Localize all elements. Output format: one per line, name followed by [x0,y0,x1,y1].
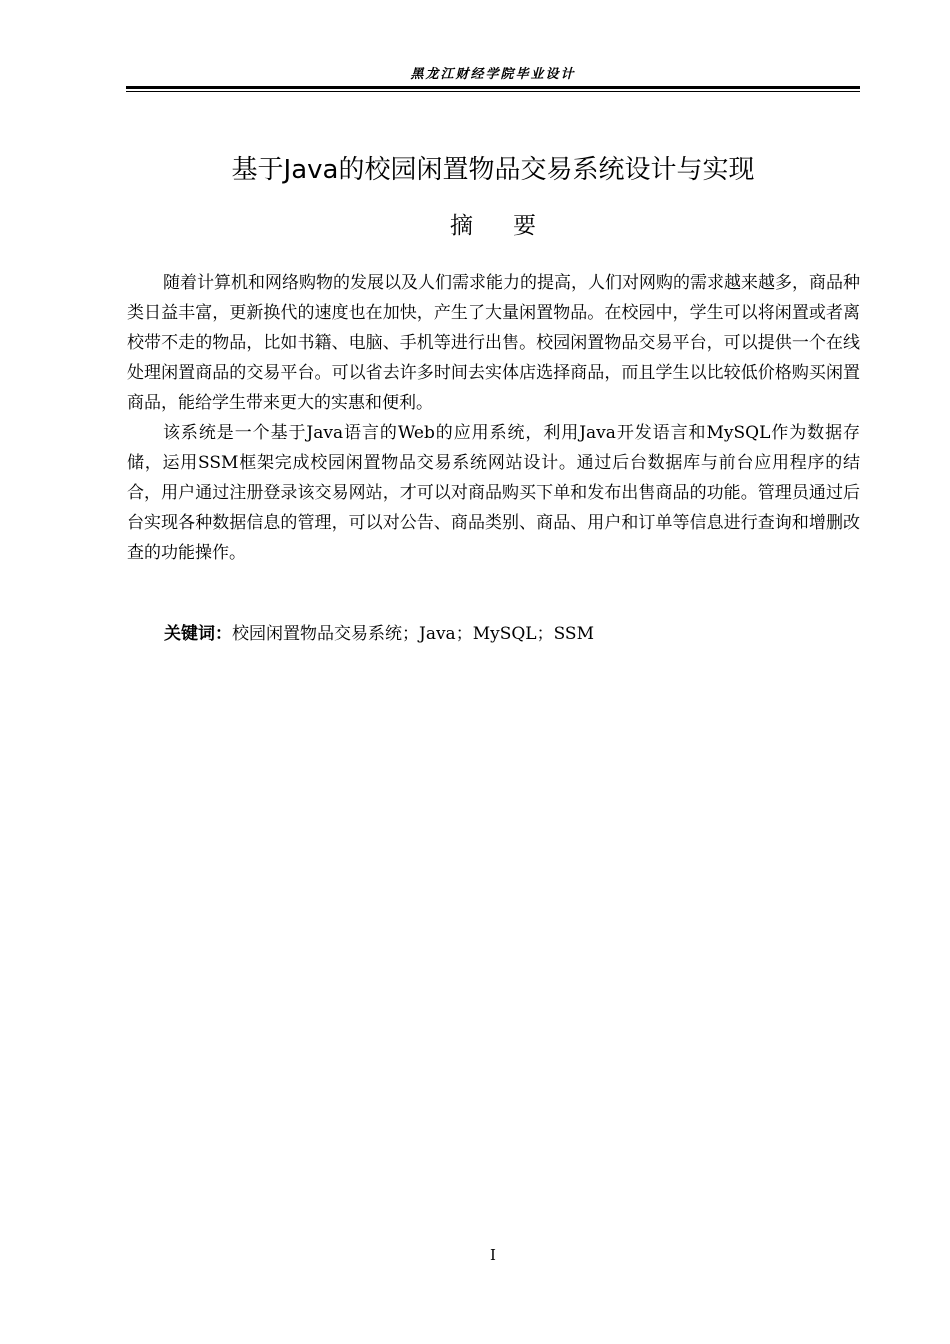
abstract-paragraph-1: 随着计算机和网络购物的发展以及人们需求能力的提高，人们对网购的需求越来越多，商品种类日益丰富，更新换代的速度也在加快，产生了大量闲置物品。在校园中，学生可以将闲置或者离校带不走的物品，比如书籍、电脑、手机等进行出售。校园闲置物品交易平台，可以提供一个在线处理闲置商品的交易平台。可以省去许多时间去实体店选择商品，而且学生以比较低价格购买闲置商品，能给学生带来更大的实惠和便利。 [127,273,860,413]
header-rule-thin [126,91,860,92]
document-title: 基于Java的校园闲置物品交易系统设计与实现 [231,155,755,185]
header-rule-thick [126,86,860,89]
keywords-label: 关键词： [164,624,232,644]
abstract-heading: 摘要 [450,213,576,239]
keywords-line [164,621,594,647]
abstract-body [127,268,860,568]
page-number: I [490,1246,496,1264]
running-header: 黑龙江财经学院毕业设计 [410,67,576,82]
abstract-paragraph-2: 该系统是一个基于Java语言的Web的应用系统，利用Java开发语言和MySQL作为数据存储，运用SSM框架完成校园闲置物品交易系统网站设计。通过后台数据库与前台应用程序的结合，用户通过注册登录该交易网站，才可以对商品购买下单和发布出售商品的功能。管理员通过后台实现各种数据信息的管理，可以对公告、商品类别、商品、用户和订单等信息进行查询和增删改查的功能操作。 [127,423,860,563]
keywords-value: 校园闲置物品交易系统；Java；MySQL；SSM [232,624,594,644]
